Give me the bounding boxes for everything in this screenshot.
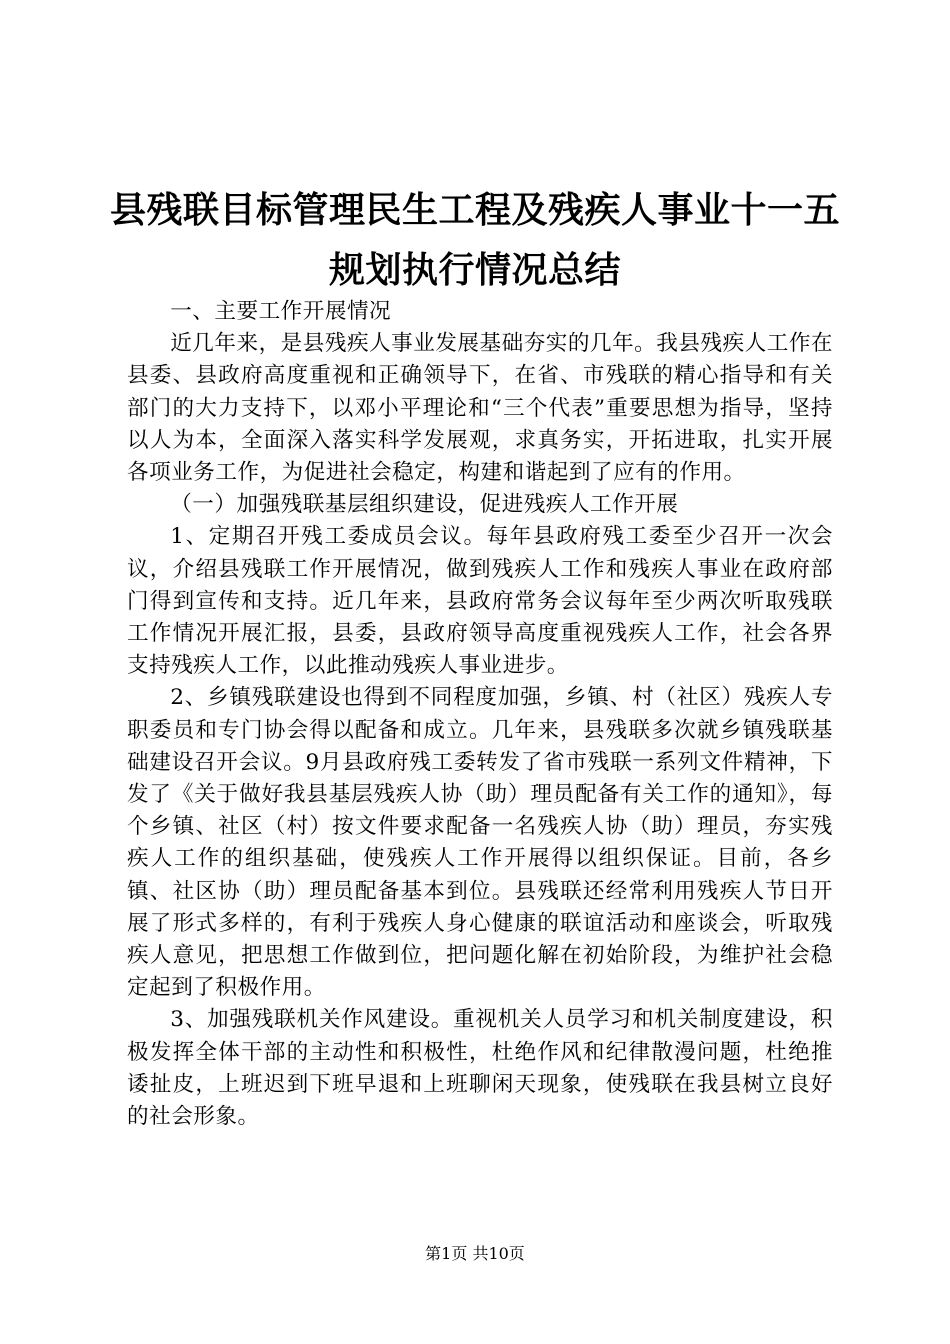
document-body — [127, 296, 833, 1133]
body-paragraph: 2、乡镇残联建设也得到不同程度加强，乡镇、村（社区）残疾人专职委员和专门协会得以配备和成立。几年来，县残联多次就乡镇残联基础建设召开会议。9月县政府残工委转发了省市残联一系列文件精神，下发了《关于做好我县基层残疾人协（助）理员配备有关工作的通知》，每个乡镇、社区（村）按文件要求配备一名残疾人协（助）理员，夯实残疾人工作的组织基础，使残疾人工作开展得以组织保证。目前，各乡镇、社区协（助）理员配备基本到位。县残联还经常利用残疾人节日开展了形式多样的，有利于残疾人身心健康的联谊活动和座谈会，听取残疾人意见，把思想工作做到位，把问题化解在初始阶段，为维护社会稳定起到了积极作用。 — [127, 685, 833, 1001]
title-line-1: 县残联目标管理民生工程及残疾人事业十一五 — [109, 189, 840, 231]
section-heading: 一、主要工作开展情况 — [170, 299, 392, 324]
body-paragraph: 1、定期召开残工委成员会议。每年县政府残工委至少召开一次会议，介绍县残联工作开展情况，做到残疾人工作和残疾人事业在政府部门得到宣传和支持。近几年来，县政府常务会议每年至少两次听取残联工作情况开展汇报，县委，县政府领导高度重视残疾人工作，社会各界支持残疾人工作，以此推动残疾人事业进步。 — [127, 524, 833, 679]
page-number-footer: 第1页 共10页 — [425, 1244, 525, 1263]
document-title — [95, 180, 855, 300]
body-paragraph: 近几年来，是县残疾人事业发展基础夯实的几年。我县残疾人工作在县委、县政府高度重视和正确领导下，在省、市残联的精心指导和有关部门的大力支持下，以邓小平理论和“三个代表”重要思想为指导，坚持以人为本，全面深入落实科学发展观，求真务实，开拓进取，扎实开展各项业务工作，为促进社会稳定，构建和谐起到了应有的作用。 — [127, 331, 834, 486]
title-line-2: 规划执行情况总结 — [328, 249, 621, 291]
body-paragraph: 3、加强残联机关作风建设。重视机关人员学习和机关制度建设，积极发挥全体干部的主动性和积极性，杜绝作风和纪律散漫问题，杜绝推诿扯皮，上班迟到下班早退和上班聊闲天现象，使残联在我县树立良好的社会形象。 — [127, 1007, 833, 1130]
subsection-heading: （一）加强残联基层组织建设，促进残疾人工作开展 — [170, 492, 679, 518]
